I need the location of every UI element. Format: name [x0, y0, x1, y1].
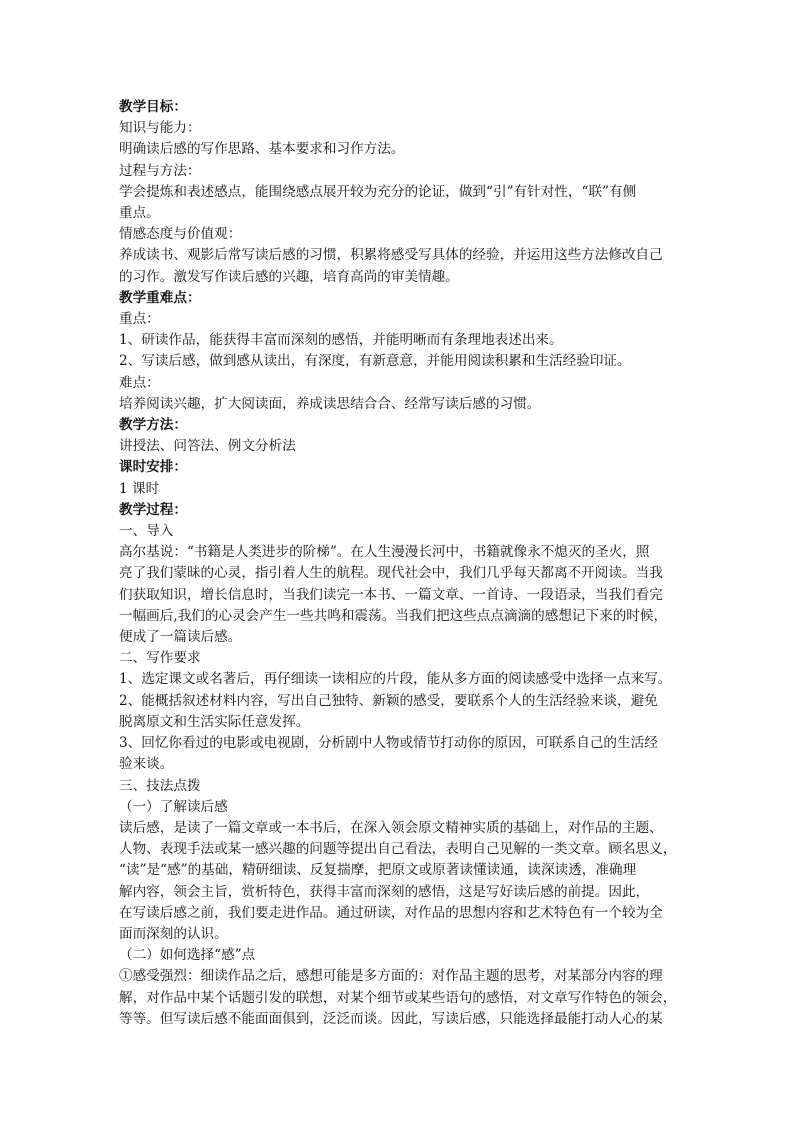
- text-line: 解，对作品中某个话题引发的联想，对某个细节或某些语句的感悟，对文章写作特色的领会，: [119, 989, 677, 1006]
- text-line: 读后感，是读了一篇文章或一本书后，在深入领会原文精神实质的基础上，对作品的主题、: [119, 819, 663, 836]
- text-line: 3、回忆你看过的电影或电视剧，分析剧中人物或情节打动你的原因，可联系自己的生活经: [119, 735, 658, 752]
- section-heading: 教学重难点：: [119, 289, 201, 306]
- text-line: 2、写读后感，做到感从读出，有深度，有新意意，并能用阅读积累和生活经验印证。: [119, 353, 631, 370]
- text-line: 讲授法、问答法、例文分析法: [119, 438, 296, 455]
- text-line: 们获取知识，增长信息时，当我们读完一本书、一篇文章、一首诗、一段语录，当我们看完: [119, 586, 663, 603]
- section-heading: 教学过程：: [119, 501, 187, 518]
- text-line: 1、研读作品，能获得丰富而深刻的感悟，并能明晰而有条理地表述出来。: [119, 332, 563, 349]
- text-line: 2、能概括叙述材料内容，写出自己独特、新颖的感受，要联系个人的生活经验来谈，避免: [119, 692, 658, 709]
- text-line: 便成了一篇读后感。: [119, 629, 242, 646]
- text-line: 验来谈。: [119, 756, 174, 773]
- text-line: 脱离原文和生活实际任意发挥。: [119, 713, 310, 730]
- text-line: 学会提炼和表述感点，能围绕感点展开较为充分的论证，做到“引”有针对性，“联”有侧: [119, 183, 637, 200]
- text-line: 情感态度与价值观：: [119, 226, 242, 243]
- text-line: 明确读后感的写作思路、基本要求和习作方法。: [119, 141, 405, 158]
- text-line: （一）了解读后感: [119, 798, 228, 815]
- text-line: （二）如何选择“感”点: [119, 947, 256, 964]
- section-heading: 课时安排：: [119, 459, 187, 476]
- text-line: 高尔基说：“书籍是人类进步的阶梯”。在人生漫漫长河中，书籍就像永不熄灭的圣火，照: [119, 544, 650, 561]
- text-line: 过程与方法：: [119, 162, 201, 179]
- text-line: 二、写作要求: [119, 650, 201, 667]
- text-line: 面而深刻的认识。: [119, 925, 228, 942]
- section-heading: 教学方法：: [119, 417, 187, 434]
- text-line: 难点：: [119, 374, 160, 391]
- text-line: 三、技法点拨: [119, 777, 201, 794]
- text-line: 一幅画后,我们的心灵会产生一些共鸣和震荡。当我们把这些点点滴滴的感想记下来的时候，: [119, 607, 668, 624]
- text-line: 1、选定课文或名著后，再仔细读一读相应的片段，能从多方面的阅读感受中选择一点来写。: [119, 671, 672, 688]
- text-line: “读”是“感”的基础，精研细读、反复揣摩，把原文或原著读懂读通，读深读透，准确理: [119, 862, 637, 879]
- text-line: 一、导入: [119, 523, 174, 540]
- text-line: 培养阅读兴趣，扩大阅读面，养成读思结合合、经常写读后感的习惯。: [119, 395, 541, 412]
- text-line: 解内容，领会主旨，赏析特色，获得丰富而深刻的感悟，这是写好读后感的前提。因此，: [119, 883, 650, 900]
- text-line: 等等。但写读后感不能面面俱到，泛泛而谈。因此，写读后感，只能选择最能打动人心的某: [119, 1010, 663, 1027]
- text-line: 在写读后感之前，我们要走进作品。通过研读，对作品的思想内容和艺术特色有一个较为全: [119, 904, 663, 921]
- text-line: 人物、表现手法或某一感兴趣的问题等提出自己看法，表明自己见解的一类文章。顾名思义，: [119, 841, 677, 858]
- text-line: 知识与能力：: [119, 120, 201, 137]
- text-line: 的习作。激发写作读后感的兴趣，培育高尚的审美情趣。: [119, 268, 459, 285]
- text-line: 养成读书、观影后常写读后感的习惯，积累将感受写具体的经验，并运用这些方法修改自己: [119, 247, 663, 264]
- text-line: 重点。: [119, 205, 160, 222]
- text-line: 亮了我们蒙昧的心灵，指引着人生的航程。现代社会中，我们几乎每天都离不开阅读。当我: [119, 565, 663, 582]
- document-page: [119, 97, 679, 1030]
- section-heading: 教学目标：: [119, 99, 187, 115]
- text-line: 1 课时: [119, 480, 160, 497]
- text-line: 重点：: [119, 311, 160, 328]
- text-line: ①感受强烈：细读作品之后，感想可能是多方面的：对作品主题的思考，对某部分内容的理: [119, 968, 663, 985]
